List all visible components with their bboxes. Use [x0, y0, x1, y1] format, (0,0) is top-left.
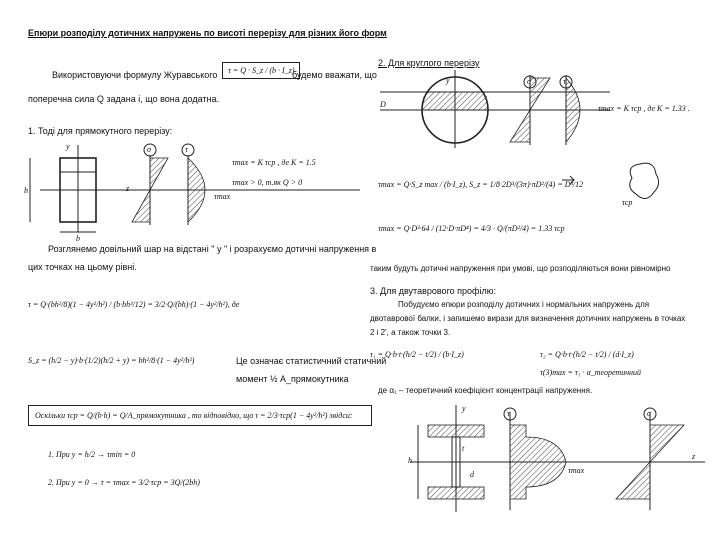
ibeam-tau-2: τ₂ = Q·b·t·(h/2 − t/2) / (d·I_z): [540, 350, 634, 359]
label-sigma-3: σ: [647, 409, 651, 418]
circle-tau-cp: τср: [622, 198, 633, 207]
label-sigma-2: σ: [527, 77, 531, 86]
section3-text-1: Побудуємо епюри розподілу дотичних і нормальних напружень для: [398, 300, 650, 309]
page-title: Епюри розподілу дотичних напружень по висоті перерізу для різних його форм: [28, 28, 387, 38]
ibeam-tau-3: τ(3)max = τ₁ · α_теоретичний: [540, 368, 641, 377]
label-tau-1: τ: [185, 145, 188, 154]
label-y-2: y: [446, 76, 450, 85]
label-tau-3: τ: [507, 409, 510, 418]
rect-tau-max: τmax = K τср , де K = 1.5: [232, 158, 316, 167]
label-z-1: z: [126, 184, 130, 193]
ibeam-tau-1: τ₁ = Q·b·t·(h/2 − t/2) / (b·I_z): [370, 350, 464, 359]
ibeam-figure: [410, 405, 705, 512]
alpha-note: де α₁ – теоретичний коефіцієнт концентрації напруження.: [378, 386, 593, 395]
section1-explain-2: цих точках на цьому рівні.: [28, 262, 137, 272]
label-D: D: [380, 100, 386, 109]
label-h-1: h: [24, 186, 28, 195]
zhuravsky-formula: τ = Q · S_z / (b · I_z): [222, 62, 300, 79]
intro-text-b: будемо вважати, що: [292, 70, 377, 80]
tau-cp-formula: Оскільки τср = Q/(b·h) = Q/A_прямокутника , то відповідно, що τ = 2/3·τср(1 − 4y²/h²) звідси:: [28, 405, 372, 426]
label-tau-2: τ: [563, 77, 566, 86]
section1-heading: 1. Тоді для прямокутного перерізу:: [28, 126, 173, 136]
label-t: t: [462, 444, 465, 453]
section3-text-2: двотаврової балки, і запишемо вирази для визначення дотичних напружень в точках: [370, 314, 686, 323]
intro-text-2: поперечна сила Q задана і, що вона додатна.: [28, 94, 219, 104]
label-z-3: z: [692, 452, 696, 461]
circle-tau-result: τmax = Q·D³·64 / (12·D·πD⁴) = 4/3 · Q/(πD²/4) = 1.33 τср: [378, 224, 565, 233]
label-b-1: b: [76, 234, 80, 243]
sigma-diagram-bottom: [616, 462, 650, 499]
case-1: 1. При y = h/2 → τmin = 0: [48, 450, 136, 459]
section2-note: таким будуть дотичні напруження при умові, що розподіляються вони рівномірно: [370, 264, 671, 273]
sigma-diagram-bottom: [510, 110, 530, 142]
section3-heading: 3. Для двутаврового профілю:: [370, 286, 496, 296]
sz-note-2: момент ½ A_прямокутника: [236, 374, 349, 384]
rect-tau-sign: τmax > 0, т.як Q > 0: [232, 178, 303, 187]
sigma-diagram-top: [530, 78, 550, 110]
cloud-sketch: [630, 163, 659, 198]
tau-diagram: [510, 425, 566, 499]
section2-heading: 2. Для круглого перерізу: [378, 58, 480, 68]
circle-tau-max: τmax = K τср , де K = 1.33 .: [598, 104, 690, 113]
label-taumax-3: τmax: [568, 466, 585, 475]
intro-text-a: Використовуючи формулу Журавського: [52, 70, 218, 80]
sigma-diagram-bottom: [132, 190, 150, 222]
case-2: 2. При y = 0 → τ = τmax = 3/2·τср = 3Q/(2bh): [48, 478, 200, 487]
label-y-1: y: [66, 142, 70, 151]
label-taumax-1: τmax: [214, 192, 231, 201]
section1-explain-1: Розглянемо довільний шар на відстані " y " і розрахуємо дотичні напруження в: [48, 244, 377, 254]
label-y-3: y: [462, 404, 466, 413]
sigma-diagram-top: [650, 425, 684, 462]
sigma-diagram-top: [150, 158, 168, 190]
tau-parabola: [188, 158, 205, 222]
section3-text-3: 2 і 2', а також точки 3.: [370, 328, 451, 337]
label-sigma-1: σ: [147, 145, 151, 154]
label-d: d: [470, 470, 474, 479]
sz-note-1: Це означає статистичний статичний: [236, 356, 387, 366]
label-h-3: h: [408, 456, 412, 465]
circle-tau-formula: τmax = Q·S_z max / (b·I_z), S_z = 1/8·2D³/(3π)·πD²/(4) = D³/12: [378, 180, 584, 189]
rect-tau-general: τ = Q·(bh²/8)(1 − 4y²/h²) / (b·bh³/12) = 3/2·Q/(bh)·(1 − 4y²/h²), де: [28, 300, 240, 309]
rect-sz-formula: S_z = (h/2 − y)·b·(1/2)(h/2 + y) = bh²/8·(1 − 4y²/h²): [28, 356, 195, 365]
